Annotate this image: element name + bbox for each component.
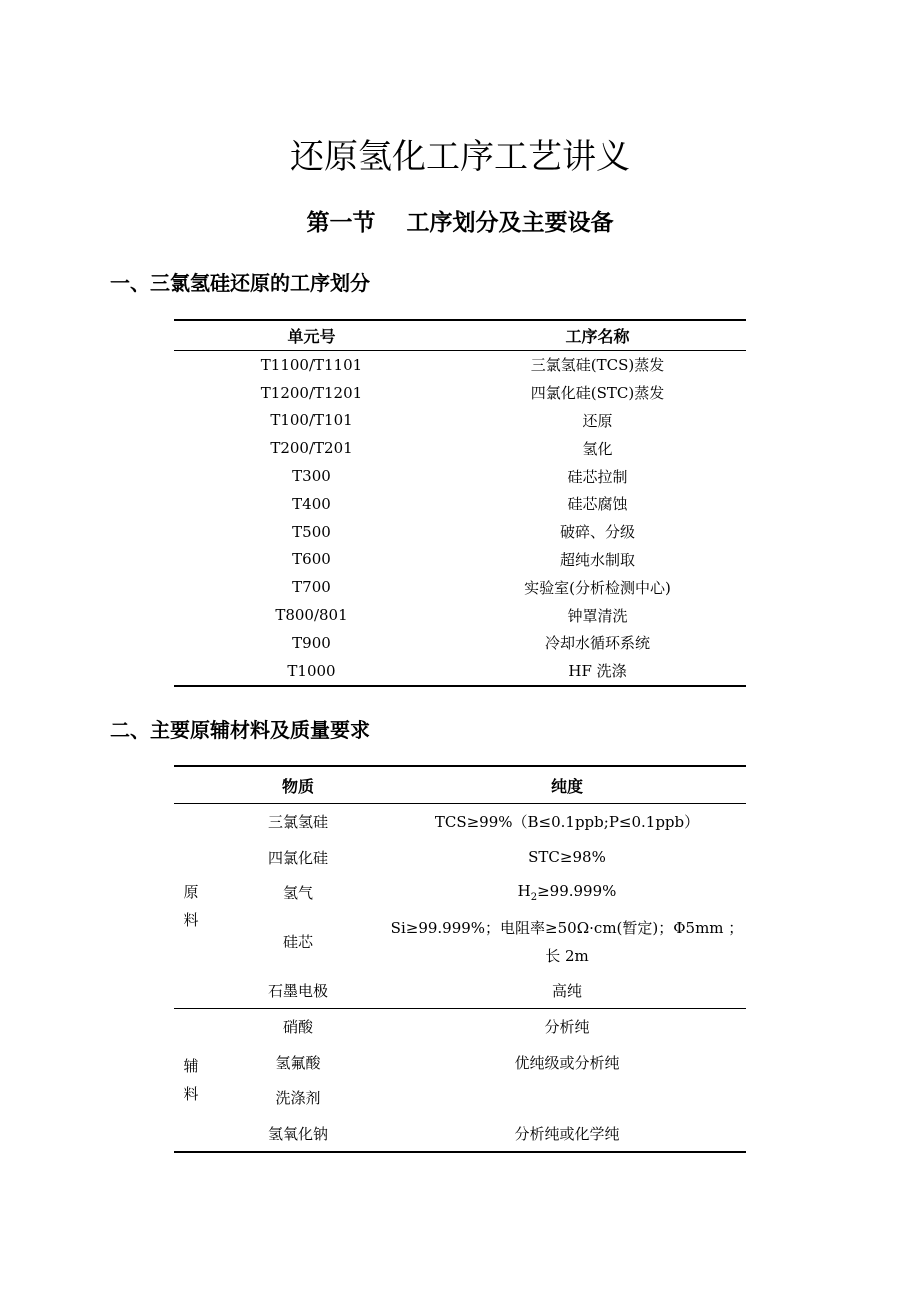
unit-cell: T500: [292, 522, 331, 541]
table-row: [174, 911, 746, 973]
process-cell: 超纯水制取: [559, 550, 635, 569]
substance-cell: 氢气: [282, 884, 313, 903]
column-header-unit: 单元号: [174, 320, 449, 351]
purity-cell: 分析纯: [388, 1009, 746, 1045]
unit-cell: T400: [292, 494, 331, 513]
table-header-row: [174, 766, 746, 804]
process-cell: 钟罩清洗: [567, 606, 628, 625]
process-cell: 硅芯拉制: [567, 467, 628, 486]
unit-cell: T900: [292, 633, 331, 652]
table-row: [174, 462, 746, 490]
table-row: [174, 840, 746, 876]
unit-cell: T100/T101: [270, 411, 353, 430]
substance-cell: 四氯化硅: [267, 848, 328, 867]
unit-cell: T1000: [287, 661, 336, 680]
process-cell: HF 洗涤: [568, 662, 627, 681]
unit-cell: T600: [292, 550, 331, 569]
group-label-auxiliary: 辅 料: [174, 1009, 208, 1153]
unit-cell: T1200/T1201: [260, 383, 363, 402]
process-cell: 实验室(分析检测中心): [524, 578, 671, 597]
process-cell: 还原: [582, 411, 613, 430]
heading-materials: 二、主要原辅材料及质量要求: [110, 718, 370, 742]
purity-cell: 优纯级或分析纯: [514, 1053, 620, 1072]
table-row: [174, 434, 746, 462]
column-header-process-name: 工序名称: [449, 320, 746, 351]
table-row: [174, 875, 746, 911]
substance-cell: 石墨电极: [267, 981, 328, 1000]
process-division-table: [174, 319, 746, 687]
substance-cell: 硅芯: [282, 933, 313, 951]
heading-process-division: 一、三氯氢硅还原的工序划分: [110, 271, 370, 295]
unit-cell: T200/T201: [270, 439, 353, 458]
table-row: [174, 518, 746, 546]
unit-cell: T300: [292, 467, 331, 486]
table-row: [174, 601, 746, 629]
unit-cell: T1100/T1101: [260, 355, 363, 374]
column-header-substance: 物质: [208, 766, 388, 804]
table-row: [174, 546, 746, 574]
column-header-group: [174, 766, 208, 804]
purity-cell: $H_2\ge 99.999\%$: [517, 882, 617, 904]
group-label-raw: 原 料: [183, 883, 199, 929]
process-cell: 三氯氢硅(TCS)蒸发: [530, 356, 665, 375]
purity-cell: 高纯: [551, 981, 582, 1000]
table-row: [174, 573, 746, 601]
table-row: [174, 1009, 746, 1045]
purity-cell: [388, 1080, 746, 1116]
table-row: [174, 804, 746, 840]
substance-cell: 三氯氢硅: [267, 813, 328, 832]
table-row: [174, 407, 746, 435]
unit-cell: T800/801: [275, 606, 348, 625]
table-header-row: [174, 320, 746, 351]
table-row: [174, 657, 746, 686]
purity-cell: 分析纯或化学纯: [514, 1124, 620, 1143]
process-cell: 破碎、分级: [559, 523, 635, 542]
table-row: [174, 1080, 746, 1116]
substance-cell: 氢氧化钠: [267, 1124, 328, 1143]
section-title: 第一节 工序划分及主要设备: [306, 210, 614, 236]
purity-cell: TCS≥99%（B≤0.1ppb;P≤0.1ppb）: [434, 813, 700, 832]
column-header-purity: 纯度: [388, 766, 746, 804]
unit-cell: T700: [292, 578, 331, 597]
table-row: [174, 629, 746, 657]
process-cell: 四氯化硅(STC)蒸发: [530, 384, 665, 403]
process-cell: 氢化: [582, 439, 613, 458]
substance-cell: 洗涤剂: [275, 1089, 321, 1108]
process-cell: 硅芯腐蚀: [567, 495, 628, 514]
table-row: [174, 351, 746, 379]
materials-table: [174, 765, 746, 1153]
substance-cell: 硝酸: [208, 1009, 388, 1045]
table-row: [174, 490, 746, 518]
process-cell: 冷却水循环系统: [544, 634, 650, 653]
table-row: [174, 379, 746, 407]
table-row: [174, 973, 746, 1009]
purity-cell: STC≥98%: [528, 848, 606, 867]
substance-cell: 氢氟酸: [275, 1053, 321, 1072]
document-title: 还原氢化工序工艺讲义: [290, 137, 630, 177]
purity-cell: Si≥99.999%；电阻率≥50Ω·cm(暂定)；Φ5mm ； 长 2m: [390, 918, 744, 965]
table-row: [174, 1116, 746, 1153]
table-row: [174, 1045, 746, 1081]
